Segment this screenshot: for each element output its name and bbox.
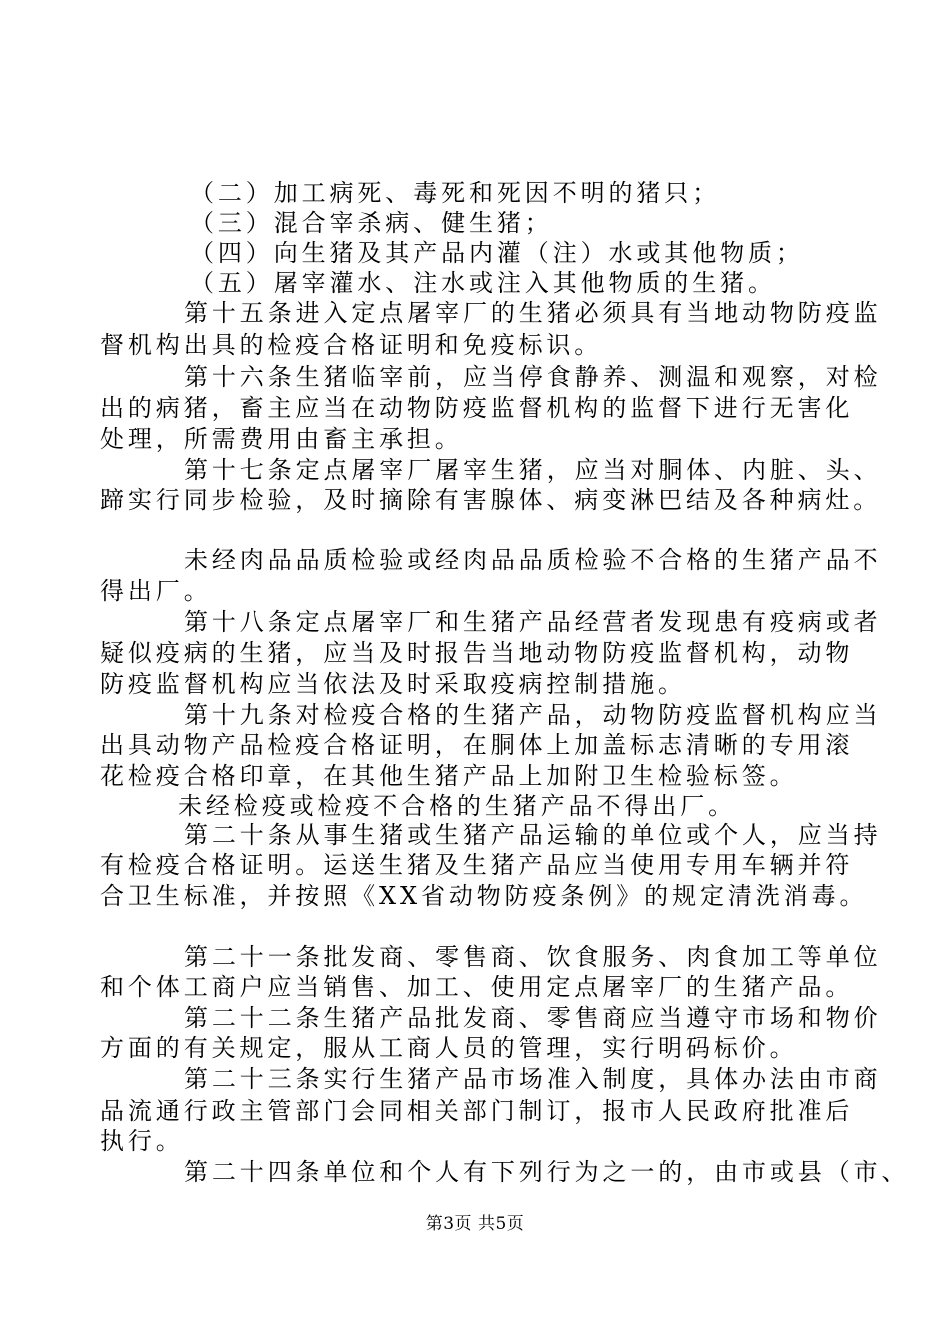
text-line: 防疫监督机构应当依法及时采取疫病控制措施。 (100, 670, 686, 698)
text-line: 第十六条生猪临宰前，应当停食静养、测温和观察，对检 (184, 363, 882, 391)
text-line: 第二十三条实行生猪产品市场准入制度，具体办法由市商 (184, 1065, 882, 1093)
text-line: 第十七条定点屠宰厂屠宰生猪，应当对胴体、内脏、头、 (184, 456, 882, 484)
text-line: 方面的有关规定，服从工商人员的管理，实行明码标价。 (100, 1034, 798, 1062)
text-line: （四）向生猪及其产品内灌（注）水或其他物质； (190, 239, 804, 267)
text-line: 第十五条进入定点屠宰厂的生猪必须具有当地动物防疫监 (184, 299, 882, 327)
text-line: 第二十四条单位和个人有下列行为之一的，由市或县（市、 (184, 1158, 910, 1186)
text-line: 疑似疫病的生猪，应当及时报告当地动物防疫监督机构，动物 (100, 639, 854, 667)
text-line: 第二十条从事生猪或生猪产品运输的单位或个人，应当持 (184, 821, 882, 849)
text-line: （五）屠宰灌水、注水或注入其他物质的生猪。 (190, 269, 776, 297)
text-line: 第十八条定点屠宰厂和生猪产品经营者发现患有疫病或者 (184, 608, 882, 636)
text-line: 品流通行政主管部门会同相关部门制订，报市人民政府批准后 (100, 1097, 854, 1125)
text-line: 处理，所需费用由畜主承担。 (100, 425, 463, 453)
text-line: 执行。 (100, 1127, 184, 1155)
page-footer (0, 1213, 950, 1235)
text-line: （三）混合宰杀病、健生猪； (190, 209, 553, 237)
text-line: 合卫生标准，并按照《XX省动物防疫条例》的规定清洗消毒。 (100, 882, 868, 910)
text-line: 第十九条对检疫合格的生猪产品，动物防疫监督机构应当 (184, 701, 882, 729)
text-line: 未经检疫或检疫不合格的生猪产品不得出厂。 (178, 792, 736, 820)
text-line: 蹄实行同步检验，及时摘除有害腺体、病变淋巴结及各种病灶。 (100, 486, 882, 514)
text-line: 督机构出具的检疫合格证明和免疫标识。 (100, 331, 603, 359)
text-line: 未经肉品品质检验或经肉品品质检验不合格的生猪产品不 (184, 546, 882, 574)
text-line: 有检疫合格证明。运送生猪及生猪产品应当使用专用车辆并符 (100, 851, 854, 879)
text-line: 得出厂。 (100, 577, 212, 605)
text-line: 第二十二条生猪产品批发商、零售商应当遵守市场和物价 (184, 1004, 882, 1032)
page-number: 第3页 共5页 (425, 1214, 525, 1234)
text-line: 第二十一条批发商、零售商、饮食服务、肉食加工等单位 (184, 943, 882, 971)
text-line: 出的病猪，畜主应当在动物防疫监督机构的监督下进行无害化 (100, 394, 854, 422)
text-line: 和个体工商户应当销售、加工、使用定点屠宰厂的生猪产品。 (100, 973, 854, 1001)
text-line: 花检疫合格印章，在其他生猪产品上加附卫生检验标签。 (100, 762, 798, 790)
text-line: 出具动物产品检疫合格证明，在胴体上加盖标志清晰的专用滚 (100, 731, 854, 759)
text-line: （二）加工病死、毒死和死因不明的猪只； (190, 179, 721, 207)
